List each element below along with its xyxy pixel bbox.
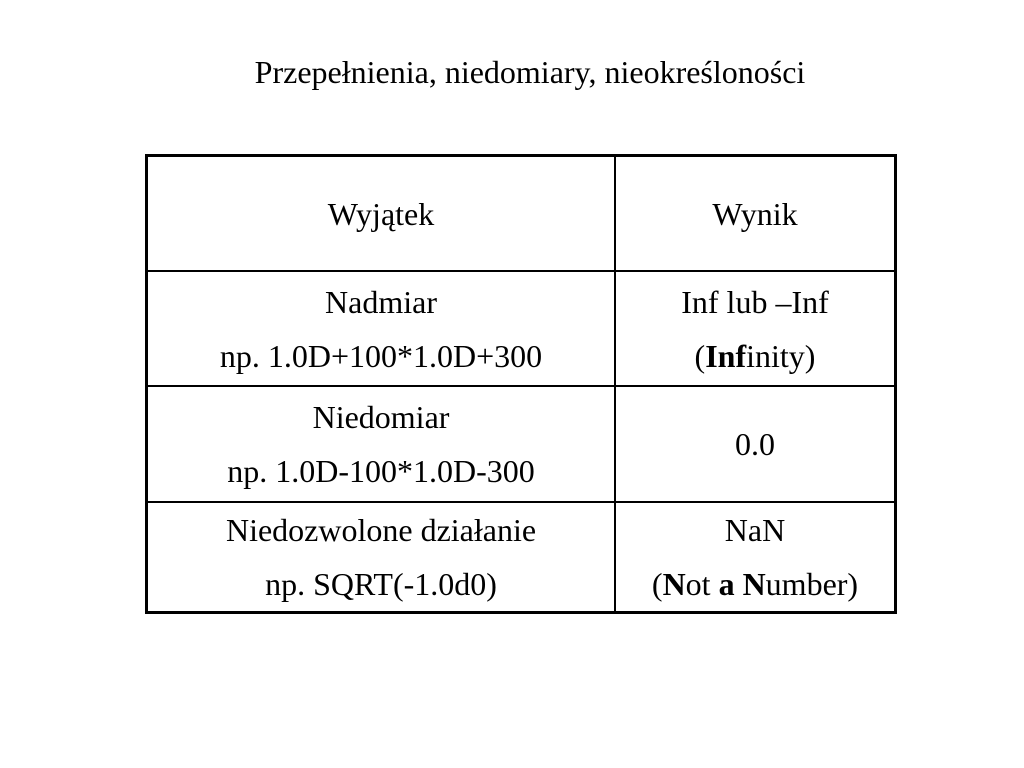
note-part: ot [685,566,719,602]
note-part: umber) [765,566,859,602]
note-bold-part: N [662,566,686,602]
header-exception [148,157,616,272]
exceptions-table [145,154,897,614]
slide-title: Przepełnienia, niedomiary, nieokreśloności [254,54,806,90]
table-row-invalid-exception [148,503,616,611]
note-bold-part: Inf [705,337,747,374]
note-bold-part: N [742,566,766,602]
header-exception-label: Wyjątek [327,195,435,232]
table-row-underflow-exception [148,387,616,503]
result-value: Inf lub –Inf [681,283,829,320]
result-note [695,329,816,383]
exception-name: Niedozwolone działanie [225,512,537,548]
exception-name: Niedomiar [312,399,450,435]
note-part: ( [651,566,663,602]
note-part [735,566,743,602]
note-bold-part: a [718,566,735,602]
table-row-overflow-exception [148,272,616,387]
note-part: inity) [746,337,816,374]
exception-name: Nadmiar [325,283,437,320]
result-note [652,557,858,611]
exception-example: np. SQRT(-1.0d0) [265,566,497,602]
header-result-label: Wynik [712,195,798,232]
table-row-invalid-result [616,503,894,611]
exception-example: np. 1.0D-100*1.0D-300 [227,453,535,489]
result-value: NaN [724,512,786,548]
result-value: 0.0 [735,426,775,462]
note-part: ( [694,337,706,374]
table-row-underflow-result [616,387,894,503]
table-row-overflow-result [616,272,894,387]
header-result [616,157,894,272]
exception-example: np. 1.0D+100*1.0D+300 [219,337,543,374]
